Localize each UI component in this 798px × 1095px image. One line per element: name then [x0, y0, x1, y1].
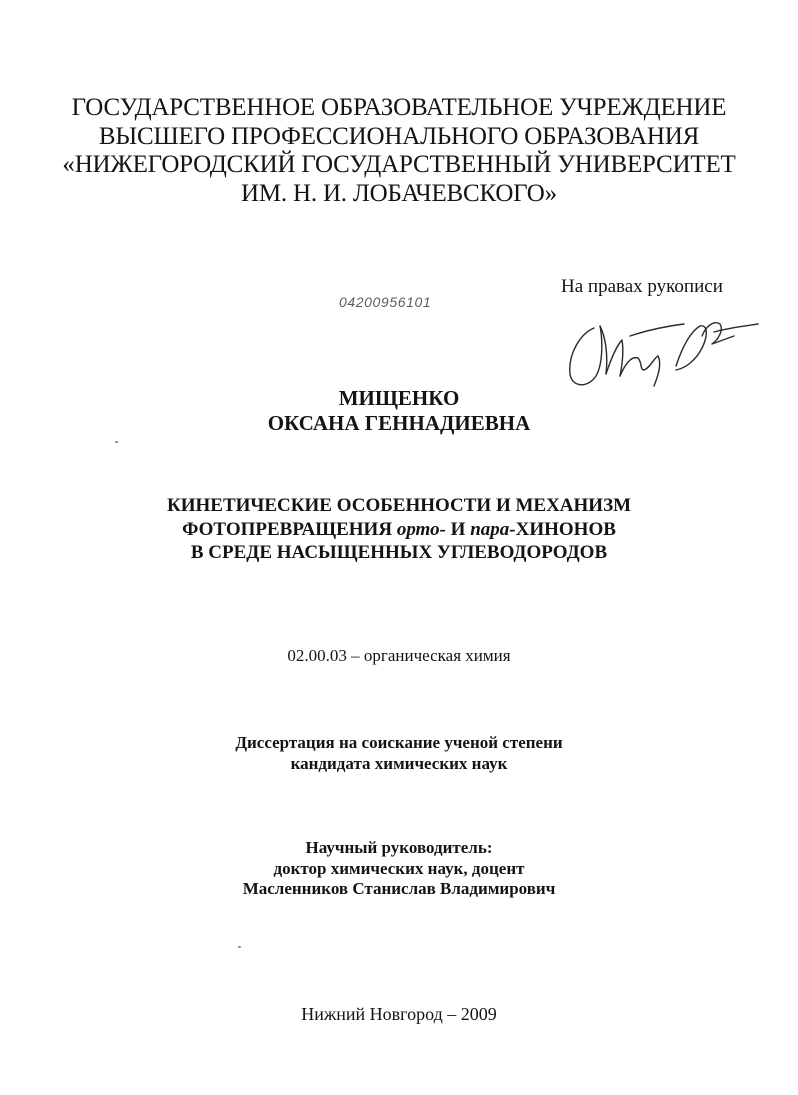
- handwritten-signature: [558, 296, 768, 396]
- title-line-2: [0, 518, 798, 542]
- title-line-3: В СРЕДЕ НАСЫЩЕННЫХ УГЛЕВОДОРОДОВ: [190, 542, 608, 563]
- title-line-2-prefix: ФОТОПРЕВРАЩЕНИЯ: [182, 518, 397, 540]
- scan-speck: [115, 441, 118, 443]
- supervisor-heading: Научный руководитель:: [305, 838, 493, 857]
- dissertation-title: [0, 494, 798, 565]
- title-line-2-suffix: ХИНОНОВ: [515, 518, 616, 540]
- manuscript-rights-note: На правах рукописи: [561, 276, 723, 297]
- title-line-1: КИНЕТИЧЕСКИЕ ОСОБЕННОСТИ И МЕХАНИЗМ: [166, 495, 632, 516]
- degree-line-1: Диссертация на соискание ученой степени: [235, 733, 563, 752]
- author-block: [0, 386, 798, 435]
- catalog-number: 04200956101: [339, 294, 432, 310]
- city-year: Нижний Новгород – 2009: [301, 1004, 497, 1024]
- institution-header: [0, 94, 798, 208]
- institution-line-3: «НИЖЕГОРОДСКИЙ ГОСУДАРСТВЕННЫЙ УНИВЕРСИТЕТ: [62, 151, 736, 178]
- supervisor-block: [0, 838, 798, 900]
- specialty-code: 02.00.03 – органическая химия: [287, 646, 511, 665]
- degree-line-2: кандидата химических наук: [290, 753, 508, 773]
- supervisor-name: Масленников Станислав Владимирович: [242, 879, 556, 898]
- degree-statement: [0, 733, 798, 774]
- supervisor-credentials: доктор химических наук, доцент: [273, 858, 525, 878]
- title-para-term: пара-: [470, 518, 516, 540]
- author-surname: МИЩЕНКО: [338, 386, 460, 410]
- scan-speck: [238, 946, 241, 948]
- institution-line-2: ВЫСШЕГО ПРОФЕССИОНАЛЬНОГО ОБРАЗОВАНИЯ: [98, 122, 700, 150]
- institution-line-1: ГОСУДАРСТВЕННОЕ ОБРАЗОВАТЕЛЬНОЕ УЧРЕЖДЕНИЕ: [71, 94, 727, 121]
- title-line-2-middle: И: [445, 518, 471, 540]
- institution-line-4: ИМ. Н. И. ЛОБАЧЕВСКОГО»: [241, 179, 557, 207]
- title-ortho-term: орто-: [396, 518, 446, 540]
- author-given-names: ОКСАНА ГЕННАДИЕВНА: [267, 410, 531, 435]
